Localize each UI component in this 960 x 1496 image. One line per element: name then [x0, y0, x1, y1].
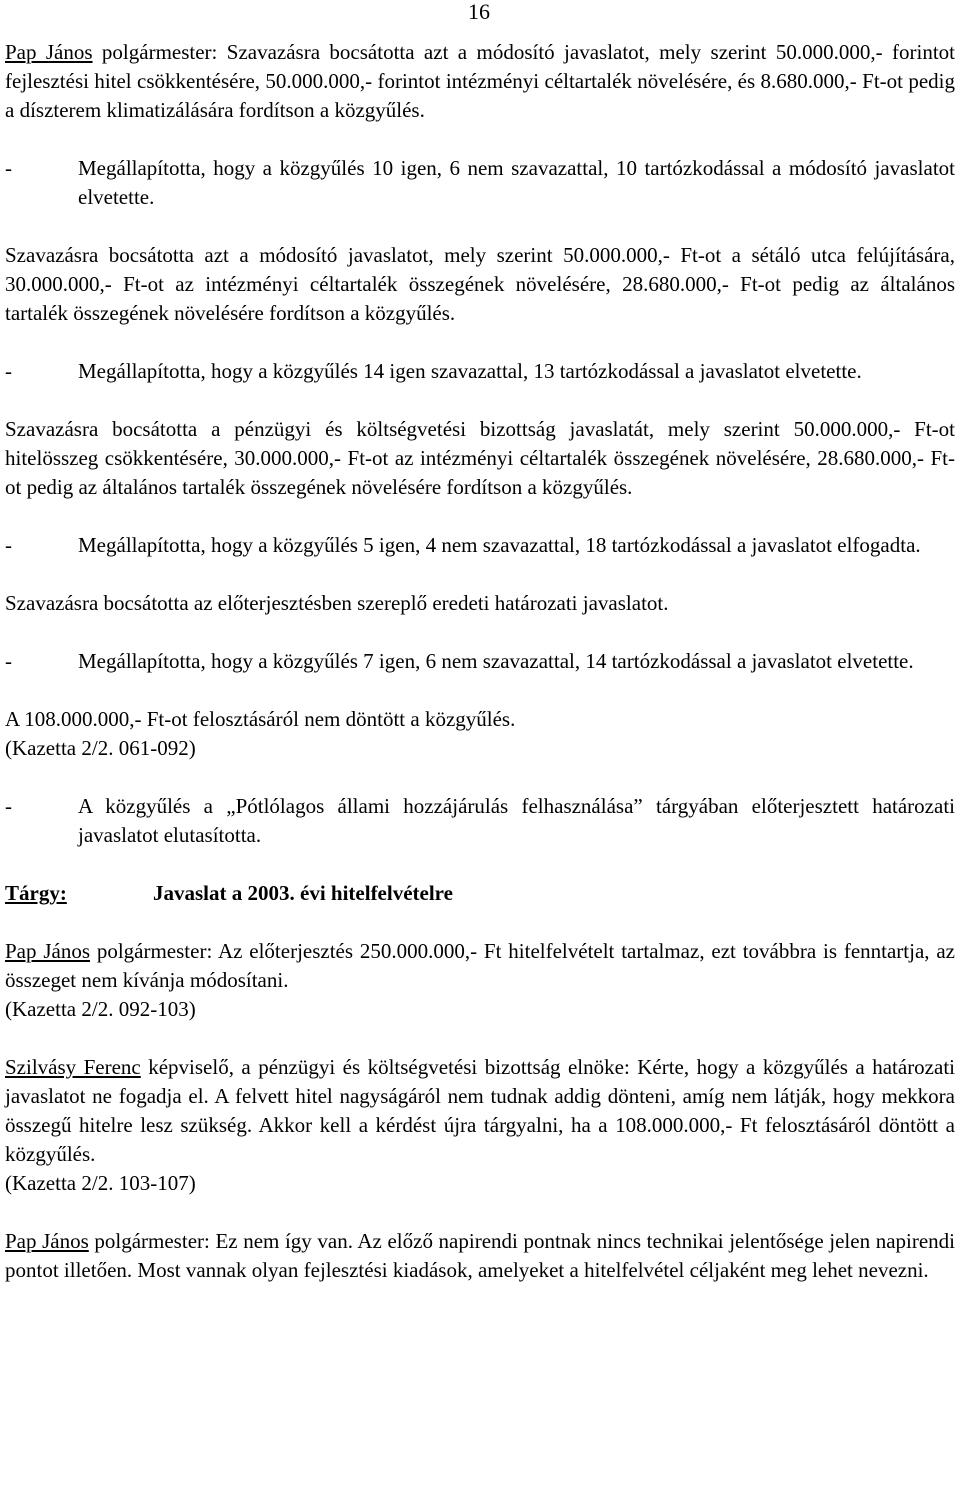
paragraph-text: polgármester: Ez nem így van. Az előző napirendi pontnak nincs technikai jelentősége jelen napirendi pontot illetően. Most vannak olyan fejlesztési kiadások, amelyeket a hitelfelvétel céljaként meg lehet nevezni.	[5, 1229, 955, 1282]
list-dash: -	[5, 533, 12, 557]
paragraph-text: képviselő, a pénzügyi és költségvetési bizottság elnöke: Kérte, hogy a közgyűlés a határozati javaslatot ne fogadja el. A felvett hitel nagyságáról nem tudnak addig dönteni, amíg nem látják, hogy mekkora összegű hitelre lesz szükség. Akkor kell a kérdést újra tárgyalni, ha a 108.000.000,- Ft felosztásáról döntött a közgyűlés.	[5, 1055, 955, 1166]
list-dash: -	[5, 156, 12, 180]
paragraph-mayor-2	[5, 937, 955, 995]
speaker-name: Pap János	[5, 40, 93, 64]
list-dash: -	[5, 359, 12, 383]
paragraph-vote-3: Szavazásra bocsátotta a pénzügyi és költségvetési bizottság javaslatát, mely szerint 50.000.000,- Ft-ot hitelösszeg csökkentésére, 30.000.000,- Ft-ot az intézményi céltartalék összegének növelésére, 28.680.000,- Ft-ot pedig az általános tartalék összegének növelésére fordítson a közgyűlés.	[5, 417, 955, 499]
vote-result-text: Megállapította, hogy a közgyűlés 14 igen szavazattal, 13 tartózkodással a javaslatot elvetette.	[78, 359, 862, 383]
paragraph-mayor-vote-1	[5, 38, 955, 125]
vote-result-2	[5, 357, 955, 386]
tape-reference: (Kazetta 2/2. 103-107)	[5, 1171, 196, 1195]
paragraph-vote-2: Szavazásra bocsátotta azt a módosító javaslatot, mely szerint 50.000.000,- Ft-ot a sétáló utca felújítására, 30.000.000,- Ft-ot az intézményi céltartalék összegének növelésére, 28.680.000,- Ft-ot pedig az általános tartalék összegének növelésére fordítson a közgyűlés.	[5, 243, 955, 325]
speaker-name: Szilvásy Ferenc	[5, 1055, 141, 1079]
list-dash: -	[5, 794, 12, 818]
paragraph-vote-4: Szavazásra bocsátotta az előterjesztésben szereplő eredeti határozati javaslatot.	[5, 591, 669, 615]
vote-result-5	[5, 792, 955, 850]
vote-result-text: Megállapította, hogy a közgyűlés 7 igen, 6 nem szavazattal, 14 tartózkodással a javaslatot elvetette.	[78, 649, 914, 673]
vote-result-text: Megállapította, hogy a közgyűlés 5 igen, 4 nem szavazattal, 18 tartózkodással a javaslatot elfogadta.	[78, 533, 921, 557]
tape-reference: (Kazetta 2/2. 061-092)	[5, 736, 196, 760]
list-dash: -	[5, 649, 12, 673]
document-body	[5, 38, 955, 1285]
speaker-name: Pap János	[5, 1229, 89, 1253]
vote-result-text: A közgyűlés a „Pótlólagos állami hozzájárulás felhasználása” tárgyában előterjesztett határozati javaslatot elutasította.	[78, 794, 955, 847]
subject-title: Javaslat a 2003. évi hitelfelvételre	[153, 881, 453, 905]
speaker-name: Pap János	[5, 939, 90, 963]
agenda-subject	[5, 879, 955, 908]
page-number: 16	[468, 0, 490, 24]
tape-reference: (Kazetta 2/2. 092-103)	[5, 997, 196, 1021]
vote-result-4	[5, 647, 955, 676]
paragraph-text: polgármester: Az előterjesztés 250.000.000,- Ft hitelfelvételt tartalmaz, ezt továbbra is fenntartja, az összeget nem kívánja módosítani.	[5, 939, 955, 992]
subject-label: Tárgy:	[5, 881, 67, 905]
vote-result-1	[5, 154, 955, 212]
vote-result-text: Megállapította, hogy a közgyűlés 10 igen, 6 nem szavazattal, 10 tartózkodással a módosító javaslatot elvetette.	[78, 156, 955, 209]
paragraph-szilvasy	[5, 1053, 955, 1169]
paragraph-no-decision: A 108.000.000,- Ft-ot felosztásáról nem döntött a közgyűlés.	[5, 707, 516, 731]
paragraph-text: polgármester: Szavazásra bocsátotta azt a módosító javaslatot, mely szerint 50.000.000,- forintot fejlesztési hitel csökkentésére, 50.000.000,- forintot intézményi céltartalék növelésére, és 8.680.000,- Ft-ot pedig a díszterem klimatizálására fordítson a közgyűlés.	[5, 40, 955, 122]
vote-result-3	[5, 531, 955, 560]
paragraph-mayor-3	[5, 1227, 955, 1285]
